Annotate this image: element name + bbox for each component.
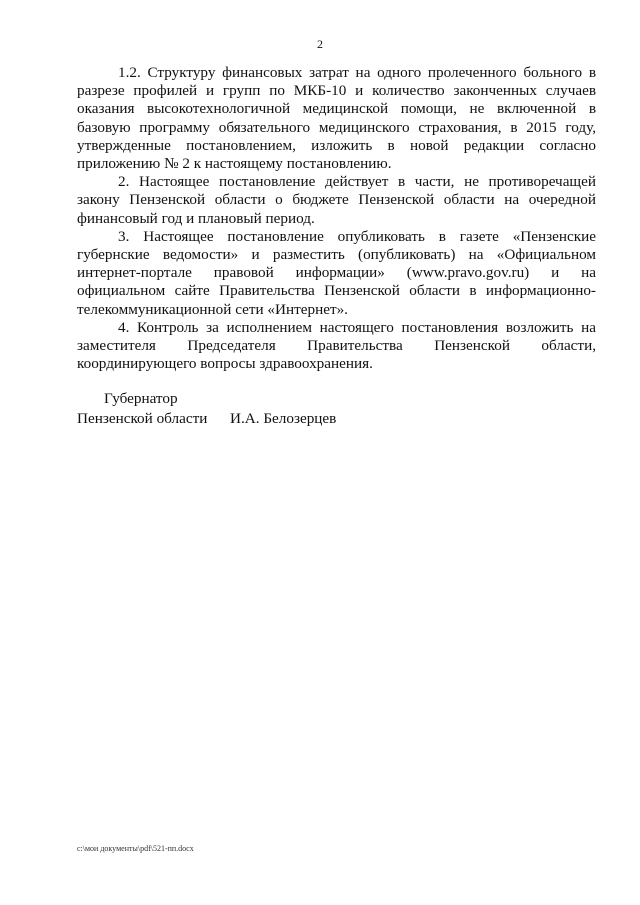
paragraph-4: 4. Контроль за исполнением настоящего постановления возложить на заместителя Председателя Правительства Пензенской области, координирующего вопросы здравоохранения. <box>77 318 596 373</box>
signature-name: И.А. Белозерцев <box>230 409 337 427</box>
signature-region: Пензенской области <box>77 409 208 427</box>
page-number: 2 <box>317 37 323 51</box>
signature-title: Губернатор <box>104 390 178 407</box>
signature-line <box>77 409 497 429</box>
paragraph-3: 3. Настоящее постановление опубликовать в газете «Пензенские губернские ведомости» и разместить (опубликовать) на «Официальном интернет-портале правовой информации» (www.pravo.gov.ru) и на официальном сайте Правительства Пензенской области в информационно-телекоммуникационной сети «Интернет». <box>77 227 596 318</box>
footer-file-path: c:\мои документы\pdf\521-пп.docx <box>77 844 194 853</box>
paragraph-1-2: 1.2. Структуру финансовых затрат на одного пролеченного больного в разрезе профилей и групп по МКБ-10 и количество законченных случаев оказания высокотехнологичной медицинской помощи, не включенной в базовую программу обязательного медицинского страхования, в 2015 году, утвержденные постановлением, изложить в новой редакции согласно приложению № 2 к настоящему постановлению. <box>77 64 596 173</box>
document-body <box>77 64 596 373</box>
signature-block <box>77 389 497 428</box>
paragraph-2: 2. Настоящее постановление действует в части, не противоречащей закону Пензенской области о бюджете Пензенской области на очередной финансовый год и плановый период. <box>77 173 596 227</box>
